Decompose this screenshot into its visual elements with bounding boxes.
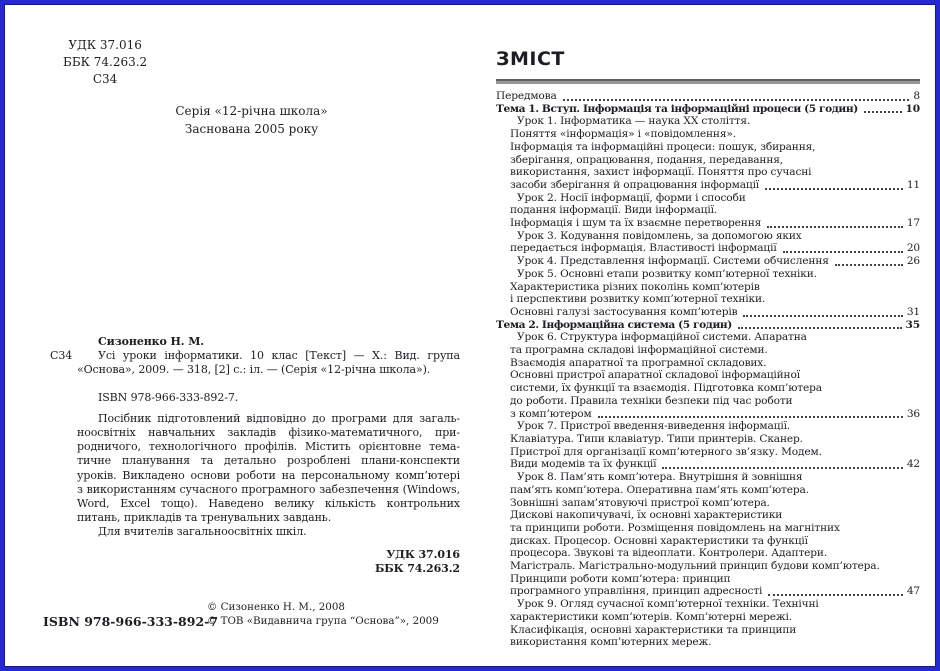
annotation-line: уроків. Викладено основи роботи на персональному комп’ютері (77, 468, 460, 482)
toc-entry-line: Взаємодія апаратної та програмної складових. (510, 356, 767, 369)
dot-leader (835, 264, 903, 266)
udk-code: УДК 37.016 (68, 38, 142, 52)
toc-page (496, 4, 920, 667)
dot-leader (765, 188, 903, 190)
toc-entry-line: характеристики комп’ютерів. Комп’ютерні мережі. (510, 610, 792, 623)
toc-page-number: 35 (905, 318, 920, 331)
toc-entry-line: Поняття «інформація» і «повідомлення». (510, 128, 736, 141)
toc-entry-line: і перспективи розвитку комп’ютерної техніки. (510, 293, 766, 306)
dot-leader (767, 226, 903, 228)
toc-entry-line: Принципи роботи комп’ютера: принцип (510, 572, 731, 585)
dot-leader (598, 416, 903, 418)
toc-entry-text: Тема 1. Вступ. Інформація та інформаційні процеси (5 годин) (496, 102, 858, 115)
toc-page-number: 8 (913, 90, 920, 102)
toc-page-number: 47 (906, 585, 920, 598)
toc-entry-text: програмного управління, принцип адресності (510, 585, 763, 598)
toc-entry-line (510, 217, 920, 230)
toc-entry-line (510, 458, 920, 471)
annotation-line: Word, Excel тощо). Наведено велику кількість контрольних (77, 497, 460, 511)
toc-entry-line: Класифікація, основні характеристики та принципи (510, 623, 797, 636)
toc-entry-text: Інформація і шум та їх взаємне перетворення (510, 217, 762, 230)
annotation-line: з використанням сучасного програмного забезпечення (Windows, (77, 482, 460, 496)
toc-entry-line (496, 319, 920, 332)
toc-entry-text: Тема 2. Інформаційна система (5 годин) (496, 318, 732, 331)
toc-entry-line: та принципи роботи. Розміщення повідомлень на магнітних (510, 521, 840, 534)
toc-entry-line: використання комп’ютерних мереж. (510, 636, 712, 649)
toc-page-number: 10 (905, 102, 920, 115)
toc-page-number: 11 (906, 178, 920, 191)
annotation-line: ноосвітніх навчальних закладів фізико-математичного, при- (77, 426, 460, 440)
toc-list (496, 90, 920, 649)
toc-entry-line: процесора. Звукові та відеоплати. Контролери. Адаптери. (510, 547, 828, 560)
toc-entry-line (510, 242, 920, 255)
copyright-block (207, 601, 439, 628)
toc-entry-line: Урок 6. Структура інформаційної системи. Апаратна (517, 331, 807, 344)
toc-page-number: 20 (906, 242, 920, 255)
toc-entry-line: Пристрої для організації комп’ютерного зв’язку. Модем. (510, 445, 822, 458)
toc-page-number: 26 (906, 255, 920, 268)
toc-entry-line (510, 306, 920, 319)
annotation-line: тичне планування та детально розроблені плани-конспекти (77, 454, 460, 468)
toc-entry-line (510, 408, 920, 421)
imprint-page (39, 4, 464, 667)
toc-entry-line: Урок 7. Пристрої введення-виведення інформації. (517, 420, 791, 433)
toc-entry-line: Інформація та інформаційні процеси: пошук, збирання, (510, 140, 816, 153)
toc-entry-line: Урок 2. Носії інформації, форми і способи (517, 191, 746, 204)
toc-entry-text: Основні галузі застосування комп’ютерів (510, 305, 738, 318)
toc-entry-text: Передмова (496, 90, 557, 102)
bib-line: Усі уроки інформатики. 10 клас [Текст] — Х.: Вид. група (98, 349, 460, 363)
toc-entry-line: та програмна складові інформаційної системи. (510, 344, 768, 357)
toc-entry-line: Магістраль. Магістрально-модульний принцип будови комп’ютера. (510, 560, 880, 573)
toc-entry-line: пам’ять комп’ютера. Оперативна пам’ять комп’ютера. (510, 483, 809, 496)
toc-entry-line (496, 103, 920, 116)
toc-entry-line (496, 90, 920, 103)
dot-leader (768, 594, 903, 596)
copyright-line: © ТОВ «Видавнича група “Основа”», 2009 (207, 614, 439, 627)
bbk-code-bottom: ББК 74.263.2 (374, 562, 460, 576)
isbn-bottom: ISBN 978-966-333-892-7 (43, 614, 219, 629)
series-name: Серія «12-річна школа» (175, 104, 328, 118)
dot-leader (783, 251, 903, 253)
dot-leader (563, 99, 910, 101)
toc-entry-line: до роботи. Правила техніки безпеки під час роботи (510, 394, 793, 407)
toc-entry-line: зберігання, опрацювання, подання, передавання, (510, 153, 783, 166)
author-code: С34 (92, 72, 118, 86)
toc-page-number: 31 (906, 305, 920, 318)
series-founded: Заснована 2005 року (184, 121, 319, 136)
toc-entry-line: Урок 8. Пам’ять комп’ютера. Внутрішня й зовнішня (517, 471, 803, 484)
toc-entry-line: Дискові накопичувачі, їх основні характеристики (510, 509, 783, 522)
annotation-line: Посібник підготовлений відповідно до програми для загаль- (98, 411, 460, 425)
dot-leader (864, 111, 902, 113)
bib-description (77, 349, 460, 377)
toc-entry-line: використання, захист інформації. Поняття про сучасні (510, 166, 812, 179)
toc-page-number: 42 (906, 458, 920, 471)
toc-page-number: 36 (906, 407, 920, 420)
classification-codes-top (63, 37, 147, 88)
toc-entry-line: подання інформації. Види інформації. (510, 204, 718, 217)
author-code-margin: С34 (50, 349, 73, 363)
series-block (39, 103, 464, 138)
toc-entry-line: дисках. Процесор. Основні характеристики та функції (510, 534, 808, 547)
toc-title-rule (496, 79, 920, 84)
toc-entry-line: Урок 1. Інформатика — наука ХХ століття. (517, 115, 751, 128)
toc-entry-line: Основні пристрої апаратної складової інформаційної (510, 369, 800, 382)
toc-entry-line: Клавіатура. Типи клавіатур. Типи принтерів. Сканер. (510, 432, 803, 445)
author-name: Сизоненко Н. М. (98, 335, 205, 348)
toc-entry-line (510, 585, 920, 598)
toc-entry-text: засоби зберігання й опрацювання інформації (510, 178, 760, 191)
toc-entry-line: Зовнішні запам’ятовуючі пристрої комп’ютера. (510, 496, 770, 509)
udk-code-bottom: УДК 37.016 (386, 547, 460, 561)
dot-leader (743, 315, 902, 317)
copyright-line: © Сизоненко Н. М., 2008 (207, 601, 345, 613)
toc-entry-text: передається інформація. Властивості інформації (510, 242, 777, 255)
annotation (77, 412, 460, 526)
toc-entry-line: Урок 3. Кодування повідомлень, за допомогою яких (517, 229, 802, 242)
toc-page-number: 17 (906, 217, 920, 230)
toc-title: ЗМІСТ (496, 48, 565, 70)
toc-entry-text: Урок 4. Представлення інформації. Системи обчислення (517, 255, 829, 268)
toc-entry-text: Види модемів та їх функції (510, 458, 657, 471)
toc-entry-line (510, 179, 920, 192)
bib-line: «Основа», 2009. — 318, [2] с.: іл. — (Серія «12-річна школа»). (77, 363, 431, 377)
dot-leader (662, 467, 902, 469)
audience-note: Для вчителів загальноосвітніх шкіл. (98, 525, 307, 539)
toc-entry-text: з комп’ютером (510, 407, 592, 420)
bibliographic-block (50, 335, 460, 577)
toc-entry-line: Урок 5. Основні етапи розвитку комп’ютерної техніки. (517, 267, 817, 280)
classification-codes-bottom (77, 548, 460, 577)
isbn-note: ISBN 978-966-333-892-7. (98, 390, 239, 404)
annotation-line: питань, прикладів та тренувальних завдань. (77, 511, 332, 525)
toc-entry-line: Характеристика різних поколінь комп’ютерів (510, 280, 760, 293)
toc-entry-line: системи, їх функції та взаємодія. Підготовка комп’ютера (510, 382, 822, 395)
bbk-code: ББК 74.263.2 (63, 55, 148, 69)
toc-entry-line: Урок 9. Огляд сучасної комп’ютерної техніки. Технічні (517, 598, 819, 611)
dot-leader (738, 327, 902, 329)
toc-entry-line (510, 255, 920, 268)
annotation-line: родничого, технологічного профілів. Містить орієнтовне тема- (77, 440, 460, 454)
